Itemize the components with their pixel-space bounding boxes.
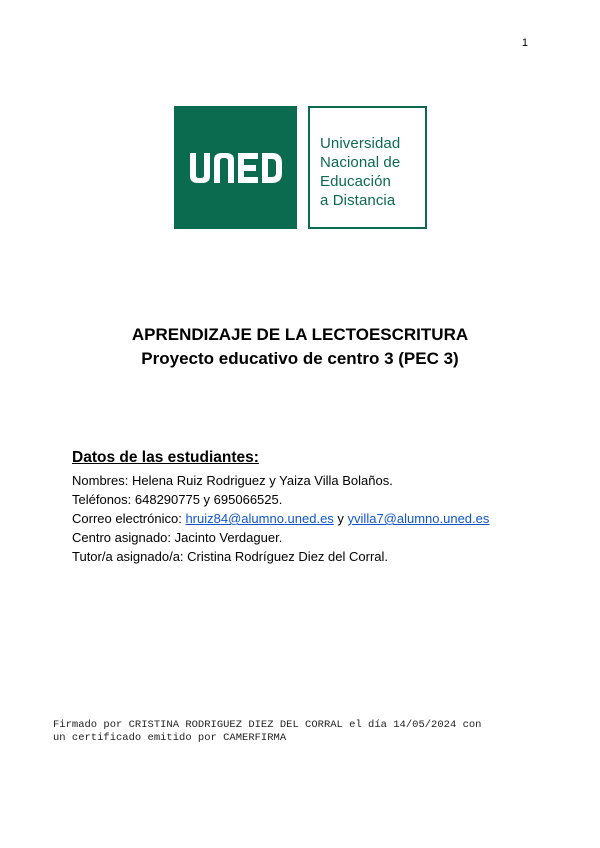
students-heading: Datos de las estudiantes: — [72, 449, 259, 466]
assigned-center: Centro asignado: Jacinto Verdaguer. — [72, 530, 283, 545]
document-subtitle: Proyecto educativo de centro 3 (PEC 3) — [141, 349, 459, 368]
logo-line-2: Nacional de — [320, 154, 401, 171]
logo-line-4: a Distancia — [320, 192, 396, 209]
signature-line-2: un certificado emitido por CAMERFIRMA — [53, 732, 287, 744]
uned-wordmark-icon — [188, 151, 284, 185]
email-link-1[interactable]: hruiz84@alumno.uned.es — [185, 511, 334, 526]
email-joiner: y — [333, 511, 348, 526]
logo-line-3: Educación — [320, 173, 391, 190]
email-link-2[interactable]: yvilla7@alumno.uned.es — [347, 511, 490, 526]
logo-line-1: Universidad — [320, 135, 401, 152]
student-phones: Teléfonos: 648290775 y 695066525. — [72, 492, 283, 507]
page-number: 1 — [521, 37, 528, 49]
uned-logo-mark — [174, 106, 297, 229]
signature-line-1: Firmado por CRISTINA RODRIGUEZ DIEZ DEL CORRAL el día 14/05/2024 con — [53, 719, 482, 731]
assigned-tutor: Tutor/a asignado/a: Cristina Rodríguez Diez del Corral. — [72, 549, 388, 564]
document-title: APRENDIZAJE DE LA LECTOESCRITURA — [131, 325, 469, 344]
student-emails — [72, 509, 489, 528]
email-label: Correo electrónico: — [72, 511, 186, 526]
student-names: Nombres: Helena Ruiz Rodriguez y Yaiza Villa Bolaños. — [72, 473, 393, 488]
digital-signature-note — [53, 719, 481, 745]
uned-logo-text — [308, 106, 427, 229]
